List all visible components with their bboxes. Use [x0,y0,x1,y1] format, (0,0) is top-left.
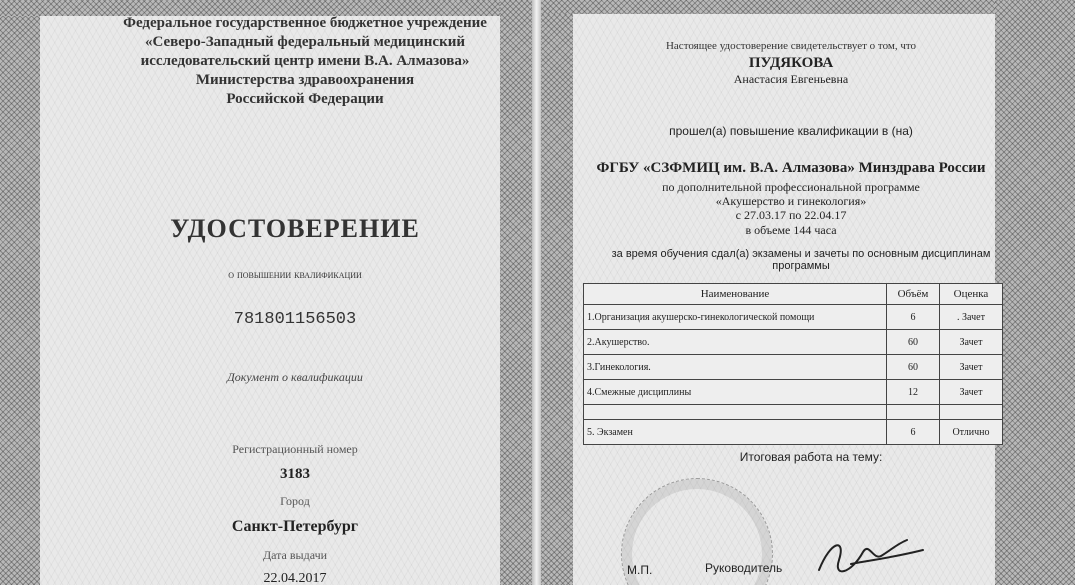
registration-label: Регистрационный номер [232,442,358,456]
table-spacer-row [584,405,1003,420]
exam-grade: Отлично [940,420,1003,445]
discipline-grade: Зачет [940,330,1003,355]
training-volume: в объеме 144 часа [745,223,837,237]
holder-given-names: Анастасия Евгеньевна [733,72,849,86]
program-name: «Акушерство и гинекология» [715,194,867,208]
registration-number: 3183 [280,466,310,482]
discipline-grade: Зачет [940,355,1003,380]
document-type: Документ о квалификации [227,370,363,384]
guilloche-border-left [0,0,40,585]
exams-note: за время обучения сдал(а) экзамены и зачеты по основным дисциплинам программы [611,248,991,272]
discipline-name: 4.Смежные дисциплины [584,380,887,405]
city-label: Город [280,494,310,508]
issuing-organization [90,14,520,109]
passed-training-text: прошел(а) повышение квалификации в (на) [669,124,913,138]
signature [811,530,931,585]
table-header-row [584,284,1003,305]
discipline-name: 1.Организация акушерско-гинекологической помощи [584,305,887,330]
certificate-number: 781801156503 [233,310,357,329]
table-row [584,305,1003,330]
spacer-cell [584,405,887,420]
seal-label: М.П. [627,563,653,577]
guilloche-border-left [541,0,573,585]
city: Санкт-Петербург [231,518,359,535]
holder-surname: ПУДЯКОВА [748,55,834,71]
table-row [584,330,1003,355]
exam-name: 5. Экзамен [584,420,887,445]
organization-line: Российской Федерации [226,91,384,107]
discipline-name: 2.Акушерство. [584,330,887,355]
organization-line: Министерства здравоохранения [195,72,415,88]
table-row [584,380,1003,405]
organization-line: «Северо-Западный федеральный медицинский [144,34,466,50]
guilloche-border-right [995,0,1075,585]
issue-date-label: Дата выдачи [262,548,328,562]
program-line: по дополнительной профессиональной программе [662,180,920,194]
discipline-hours: 60 [887,355,940,380]
page-gutter [532,0,541,585]
organization-line: исследовательский центр имени В.А. Алмазова» [140,53,470,69]
training-dates: с 27.03.17 по 22.04.17 [735,208,847,222]
discipline-grade: . Зачет [940,305,1003,330]
document-subtitle: о повышении квалификации [228,267,362,281]
issue-date: 22.04.2017 [263,571,327,585]
right-page [541,0,1075,585]
spacer-cell [940,405,1003,420]
spacer-cell [887,405,940,420]
discipline-hours: 60 [887,330,940,355]
discipline-hours: 12 [887,380,940,405]
final-work-label: Итоговая работа на тему: [739,450,883,464]
document-title: УДОСТОВЕРЕНИЕ [170,214,420,243]
discipline-grade: Зачет [940,380,1003,405]
table-row [584,355,1003,380]
organization-line: Федеральное государственное бюджетное учреждение [123,15,487,31]
exam-row [584,420,1003,445]
head-label: Руководитель [705,561,783,575]
discipline-name: 3.Гинекология. [584,355,887,380]
certifies-text: Настоящее удостоверение свидетельствует о том, что [665,40,917,52]
left-page [0,0,532,585]
grades-table [583,283,1003,445]
column-header-grade: Оценка [940,284,1003,305]
column-header-hours: Объём [887,284,940,305]
exam-hours: 6 [887,420,940,445]
institution-name: ФГБУ «СЗФМИЦ им. В.А. Алмазова» Минздрава России [596,160,986,176]
column-header-name: Наименование [584,284,887,305]
discipline-hours: 6 [887,305,940,330]
